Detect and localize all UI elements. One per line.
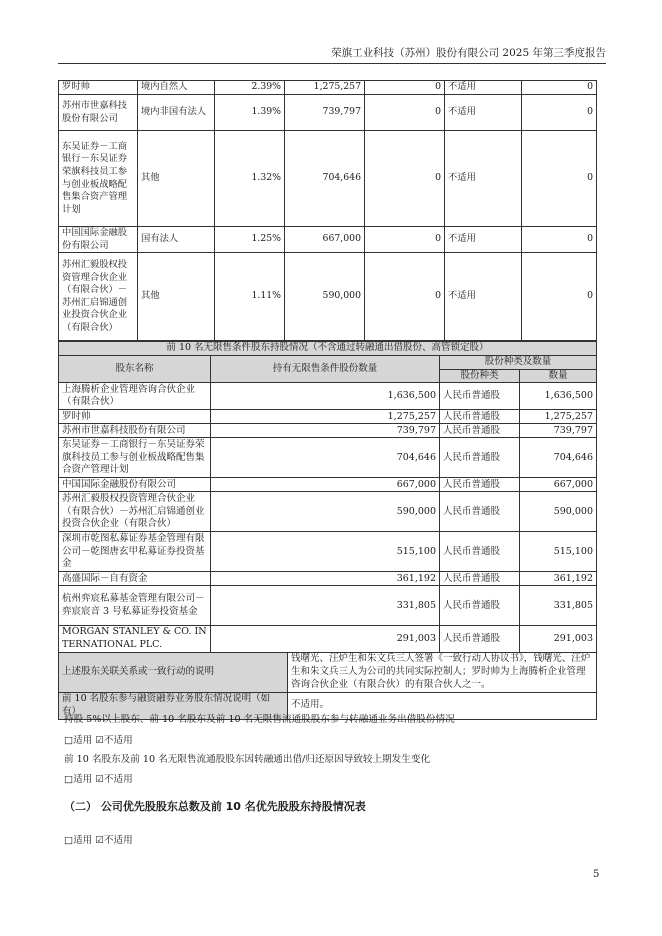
section-preferred-option: □适用 ☑不适用 — [64, 835, 133, 846]
holder-name: 上海腾析企业管理咨询合伙企业（有限合伙） — [59, 383, 211, 410]
holding-pct: 1.39% — [215, 95, 285, 131]
shareholder-name: 中国国际金融股份有限公司 — [59, 227, 138, 253]
holder-name: MORGAN STANLEY & CO. INTERNATIONAL PLC. — [59, 626, 211, 653]
table-row — [59, 572, 597, 586]
pledge-qty: 0 — [522, 131, 597, 227]
share-amount: 291,003 — [520, 626, 597, 653]
holder-qty: 1,636,500 — [211, 383, 440, 410]
holder-qty: 704,646 — [211, 438, 440, 478]
table-row — [59, 253, 597, 341]
share-amount: 590,000 — [520, 492, 597, 532]
table-row — [59, 438, 597, 478]
note-change: 前 10 名股东及前 10 名无限售流通股股东因转融通出借/归还原因导致较上期发生变化 — [64, 754, 431, 765]
holder-name: 罗时帅 — [59, 410, 211, 424]
holding-shares: 739,797 — [285, 95, 365, 131]
shareholder-nature: 境内非国有法人 — [138, 95, 215, 131]
note-lending: 持股 5%以上股东、前 10 名股东及前 10 名无限售流通股股东参与转融通业务出借股份情况 — [64, 714, 455, 725]
restricted-shares: 0 — [365, 81, 445, 95]
holder-name: 高盛国际－自有资金 — [59, 572, 211, 586]
col-header-type: 股份种类 — [440, 369, 520, 383]
holder-name: 苏州汇毅股权投资管理合伙企业（有限合伙）－苏州汇启锦通创业投资合伙企业（有限合伙） — [59, 492, 211, 532]
table-row — [59, 81, 597, 95]
holder-qty: 291,003 — [211, 626, 440, 653]
shareholder-name: 罗时帅 — [59, 81, 138, 95]
share-type: 人民币普通股 — [440, 424, 520, 438]
restricted-shares: 0 — [365, 131, 445, 227]
holding-shares: 590,000 — [285, 253, 365, 341]
col-header-type-group: 股份种类及数量 — [440, 355, 597, 369]
shareholder-nature: 国有法人 — [138, 227, 215, 253]
pledge-qty: 0 — [522, 95, 597, 131]
pledge-qty: 0 — [522, 253, 597, 341]
margin-label: 前 10 名股东参与融资融券业务股东情况说明（如有） — [59, 693, 288, 720]
section-preferred-title: （二） 公司优先股股东总数及前 10 名优先股股东持股情况表 — [64, 800, 366, 813]
report-header: 荣旗工业科技（苏州）股份有限公司 2025 年第三季度报告 — [58, 46, 606, 64]
holder-qty: 739,797 — [211, 424, 440, 438]
shareholder-nature: 境内自然人 — [138, 81, 215, 95]
share-type: 人民币普通股 — [440, 586, 520, 626]
share-amount: 1,636,500 — [520, 383, 597, 410]
share-amount: 704,646 — [520, 438, 597, 478]
pledge-status: 不适用 — [445, 131, 522, 227]
holding-pct: 2.39% — [215, 81, 285, 95]
restricted-shares: 0 — [365, 95, 445, 131]
share-type: 人民币普通股 — [440, 410, 520, 424]
holding-shares: 1,275,257 — [285, 81, 365, 95]
share-type: 人民币普通股 — [440, 626, 520, 653]
holding-pct: 1.11% — [215, 253, 285, 341]
note-lending-option: □适用 ☑不适用 — [64, 735, 133, 746]
table-row — [59, 478, 597, 492]
table-row — [59, 383, 597, 410]
shareholder-nature: 其他 — [138, 253, 215, 341]
share-amount: 667,000 — [520, 478, 597, 492]
note-change-option: □适用 ☑不适用 — [64, 774, 133, 785]
pledge-status: 不适用 — [445, 253, 522, 341]
holder-qty: 331,805 — [211, 586, 440, 626]
related-text: 钱曙光、汪炉生和朱文兵三人签署《一致行动人协议书》，钱曙光、汪炉生和朱文兵三人为公司的共同实际控制人；罗时帅为上海腾析企业管理咨询合伙企业（有限合伙）的有限合伙人之一。 — [288, 653, 597, 693]
table-row — [59, 653, 597, 693]
holder-qty: 361,192 — [211, 572, 440, 586]
pledge-status: 不适用 — [445, 95, 522, 131]
holder-qty: 667,000 — [211, 478, 440, 492]
shareholder-nature: 其他 — [138, 131, 215, 227]
holder-name: 中国国际金融股份有限公司 — [59, 478, 211, 492]
pledge-qty: 0 — [522, 81, 597, 95]
page-number: 5 — [593, 869, 600, 880]
holding-pct: 1.25% — [215, 227, 285, 253]
holding-shares: 667,000 — [285, 227, 365, 253]
share-amount: 515,100 — [520, 532, 597, 572]
pledge-qty: 0 — [522, 227, 597, 253]
holder-qty: 515,100 — [211, 532, 440, 572]
top10-shareholders-table — [58, 80, 597, 341]
shareholder-name: 苏州汇毅股权投资管理合伙企业（有限合伙）－苏州汇启锦通创业投资合伙企业（有限合伙） — [59, 253, 138, 341]
holder-name: 深圳市乾图私募证券基金管理有限公司－乾图唐玄甲私募证券投资基金 — [59, 532, 211, 572]
col-header-name: 股东名称 — [59, 355, 211, 383]
col-header-amount: 数量 — [520, 369, 597, 383]
unrestricted-shareholders-table — [58, 341, 597, 720]
shareholder-name: 东吴证券－工商银行－东吴证券荣旗科技员工参与创业板战略配售集合资产管理计划 — [59, 131, 138, 227]
share-amount: 361,192 — [520, 572, 597, 586]
table-row — [59, 626, 597, 653]
share-type: 人民币普通股 — [440, 383, 520, 410]
holder-qty: 1,275,257 — [211, 410, 440, 424]
table-row — [59, 227, 597, 253]
related-label: 上述股东关联关系或一致行动的说明 — [59, 653, 288, 693]
holder-name: 东吴证券－工商银行－东吴证券荣旗科技员工参与创业板战略配售集合资产管理计划 — [59, 438, 211, 478]
share-type: 人民币普通股 — [440, 478, 520, 492]
table-row — [59, 492, 597, 532]
restricted-shares: 0 — [365, 253, 445, 341]
share-type: 人民币普通股 — [440, 438, 520, 478]
holding-pct: 1.32% — [215, 131, 285, 227]
holding-shares: 704,646 — [285, 131, 365, 227]
share-amount: 1,275,257 — [520, 410, 597, 424]
pledge-status: 不适用 — [445, 227, 522, 253]
table-row — [59, 410, 597, 424]
share-type: 人民币普通股 — [440, 492, 520, 532]
margin-text: 不适用。 — [288, 693, 597, 720]
holder-qty: 590,000 — [211, 492, 440, 532]
shareholder-name: 苏州市世嘉科技股份有限公司 — [59, 95, 138, 131]
unrestricted-table-title: 前 10 名无限售条件股东持股情况（不含通过转融通出借股份、高管锁定股） — [59, 342, 597, 356]
col-header-qty: 持有无限售条件股份数量 — [211, 355, 440, 383]
share-type: 人民币普通股 — [440, 532, 520, 572]
holder-name: 杭州弈宸私募基金管理有限公司－弈宸宸音 3 号私募证券投资基金 — [59, 586, 211, 626]
share-type: 人民币普通股 — [440, 572, 520, 586]
table-row — [59, 131, 597, 227]
holder-name: 苏州市世嘉科技股份有限公司 — [59, 424, 211, 438]
pledge-status: 不适用 — [445, 81, 522, 95]
table-row — [59, 95, 597, 131]
share-amount: 739,797 — [520, 424, 597, 438]
table-row — [59, 586, 597, 626]
table-row — [59, 424, 597, 438]
restricted-shares: 0 — [365, 227, 445, 253]
table-row — [59, 532, 597, 572]
share-amount: 331,805 — [520, 586, 597, 626]
